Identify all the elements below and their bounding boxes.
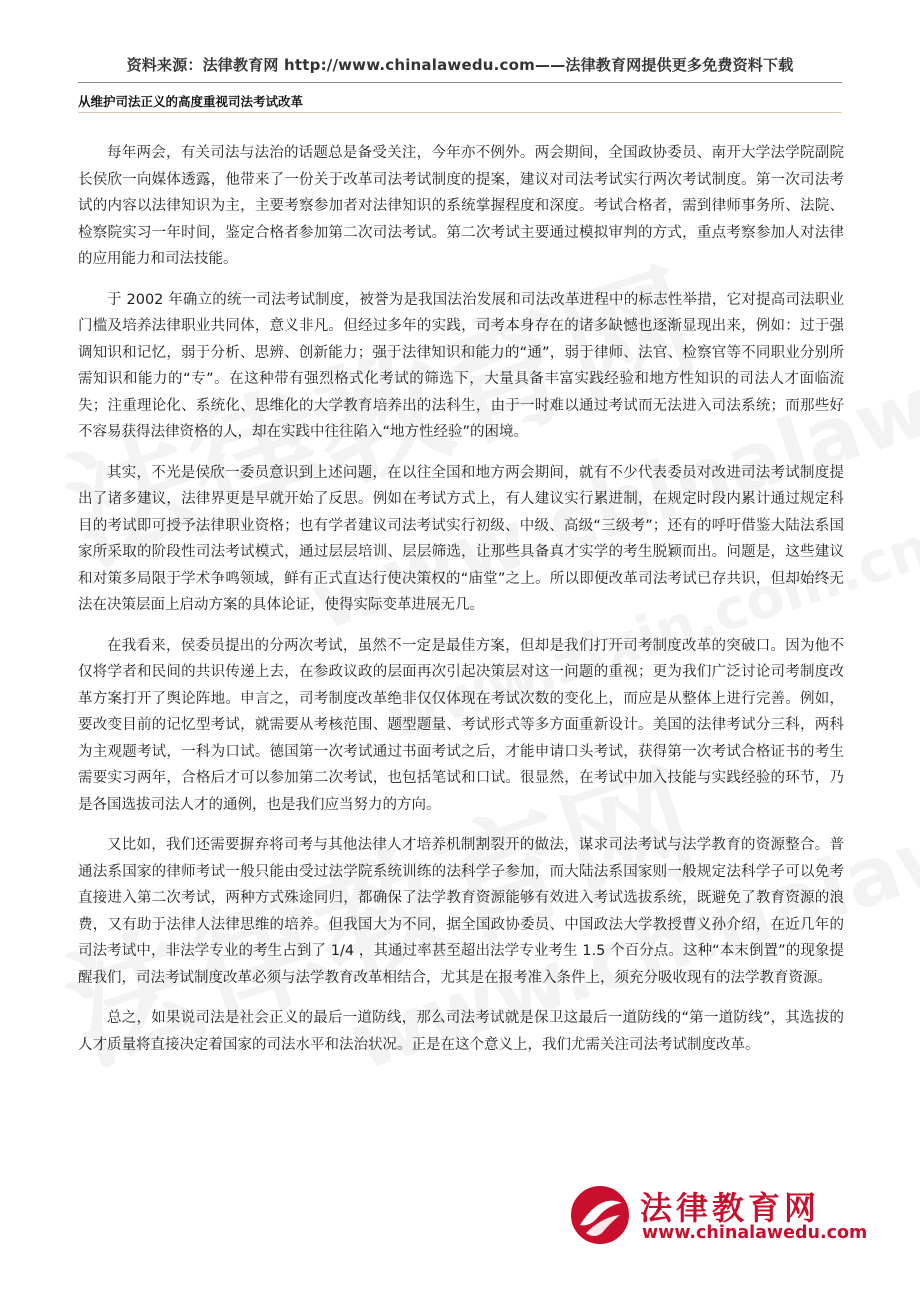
logo-name: 法律教育网 <box>640 1189 821 1227</box>
logo-url: www.chinalawedu.com <box>642 1223 868 1243</box>
logo-emblem-icon <box>568 1183 632 1247</box>
paragraph: 其实，不光是侯欣一委员意识到上述问题，在以往全国和地方两会期间，就有不少代表委员对改进司法考试制度提出了诸多建议，法律界更是早就开始了反思。例如在考试方式上，有人建议实行累进制，在规定时段内累计通过规定科目的考试即可授予法律职业资格；也有学者建议司法考试实行初级、中级、高级“三级考”；还有的呼吁借鉴大陆法系国家所采取的阶段性司法考试模式，通过层层培训、层层筛选，让那些具备真才实学的考生脱颖而出。问题是，这些建议和对策多局限于学术争鸣领域，鲜有正式直达行使决策权的“庙堂”之上。所以即便改革司法考试已存共识，但却始终无法在决策层面上启动方案的具体论证，使得实际变革进展无几。 <box>78 464 844 613</box>
paragraph: 于 2002 年确立的统一司法考试制度，被誉为是我国法治发展和司法改革进程中的标志性举措，它对提高司法职业门槛及培养法律职业共同体，意义非凡。但经过多年的实践，司考本身存在的诸多缺憾也逐渐显现出来，例如：过于强调知识和记忆，弱于分析、思辨、创新能力；强于法律知识和能力的“通”，弱于律师、法官、检察官等不同职业分别所需知识和能力的“专”。在这种带有强烈格式化考试的筛选下，大量具备丰富实践经验和地方性知识的司法人才面临流失；注重理论化、系统化、思维化的大学教育培养出的法科生，由于一时难以通过考试而无法进入司法系统；而那些好不容易获得法律资格的人，却在实践中往往陷入“地方性经验”的困境。 <box>78 291 844 440</box>
paragraph: 又比如，我们还需要摒弃将司考与其他法律人才培养机制割裂开的做法，谋求司法考试与法学教育的资源整合。普通法系国家的律师考试一般只能由受过法学院系统训练的法科学子参加，而大陆法系国家则一般规定法科学子可以免考直接进入第二次考试，两种方式殊途同归，都确保了法学教育资源能够有效进入考试选拔系统，既避免了教育资源的浪费，又有助于法律人法律思维的培养。但我国大为不同，据全国政协委员、中国政法大学教授曹义孙介绍，在近几年的司法考试中，非法学专业的考生占到了 1/4 ，其通过率甚至超出法学专业考生 1.5 个百分点。这种“本末倒置”的现象提醒我们，司法考试制度改革必须与法学教育改革相结合，尤其是在报考准入条件上，须充分吸收现有的法学教育资源。 <box>78 837 844 986</box>
title-bar <box>78 88 842 113</box>
paragraph: 在我看来，侯委员提出的分两次考试，虽然不一定是最佳方案，但却是我们打开司考制度改革的突破口。因为他不仅将学者和民间的共识传递上去，在参政议政的层面再次引起决策层对这一问题的重视；更为我们广泛讨论司考制度改革方案打开了舆论阵地。申言之，司考制度改革绝非仅仅体现在考试次数的变化上，而应是从整体上进行完善。例如，要改变目前的记忆型考试，就需要从考核范围、题型题量、考试形式等多方面重新设计。美国的法律考试分三科，两科为主观题考试，一科为口试。德国第一次考试通过书面考试之后，才能申请口头考试，获得第一次考试合格证书的考生需要实习两年，合格后才可以参加第二次考试，也包括笔试和口试。很显然，在考试中加入技能与实践经验的环节，乃是各国选拔司法人才的通例，也是我们应当努力的方向。 <box>78 637 844 813</box>
paragraph: 每年两会，有关司法与法治的话题总是备受关注，今年亦不例外。两会期间，全国政协委员、南开大学法学院副院长侯欣一向媒体透露，他带来了一份关于改革司法考试制度的提案，建议对司法考试实行两次考试制度。第一次司法考试的内容以法律知识为主，主要考察参加者对法律知识的系统掌握程度和深度。考试合格者，需到律师事务所、法院、检察院实习一年时间，鉴定合格者参加第二次司法考试。第二次考试主要通过模拟审判的方式，重点考察参加人对法律的应用能力和司法技能。 <box>78 145 844 267</box>
paragraph: 总之，如果说司法是社会正义的最后一道防线，那么司法考试就是保卫这最后一道防线的“第一道防线”，其选拔的人才质量将直接决定着国家的司法水平和法治状况。正是在这个意义上，我们尤需关注司法考试制度改革。 <box>78 1010 844 1053</box>
article-title: 从维护司法正义的高度重视司法考试改革 <box>78 94 304 109</box>
source-header: 资料来源：法律教育网 http://www.chinalawedu.com——法律教育网提供更多免费资料下载 <box>78 54 842 83</box>
site-logo <box>568 1183 868 1249</box>
article-body <box>78 140 844 1072</box>
